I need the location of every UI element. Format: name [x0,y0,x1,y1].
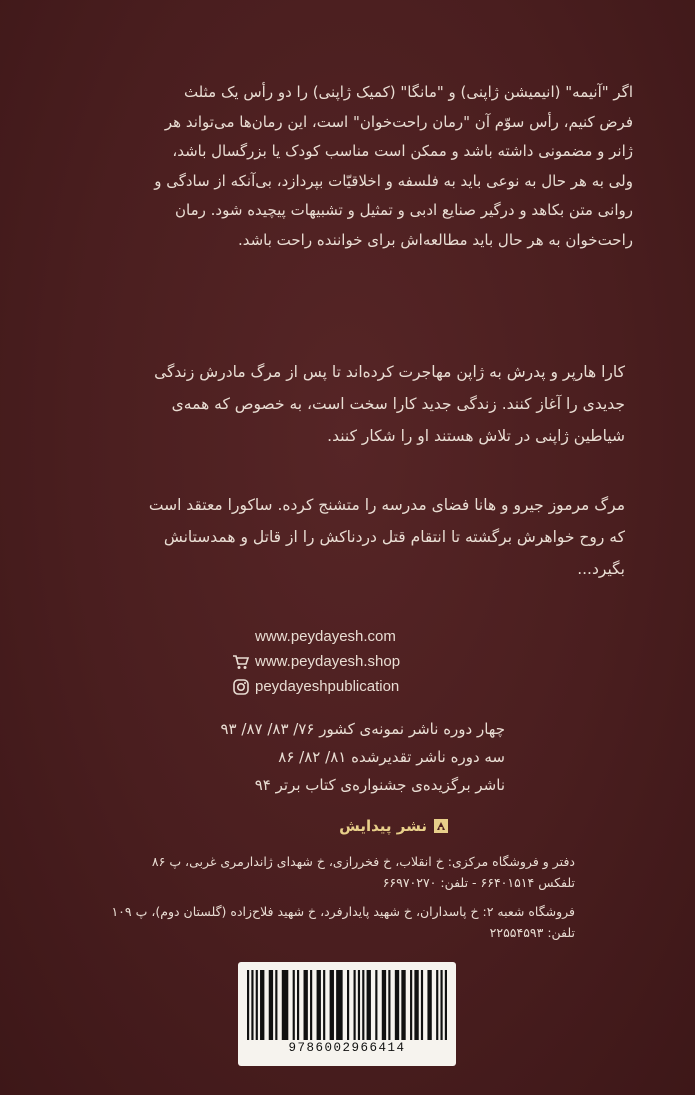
barcode-bar [382,970,386,1040]
barcode-bar [293,970,295,1040]
intro-line: راحت‌خوان به هر حال باید مطالعه‌اش برای خواننده راحت باشد. [237,230,633,249]
barcode-bar [317,970,321,1040]
barcode-bars [244,970,450,1040]
shop-row [232,649,400,674]
barcode-bar [445,970,447,1040]
barcode-bar [304,970,308,1040]
publisher-logo-icon [433,818,449,834]
synopsis-paragraph-1 [110,356,625,452]
intro-line: روانی متن بکاهد و درگیر صنایع ادبی و تمثیل و تشبیهات پیچیده شود. رمان [175,201,633,219]
cart-icon [232,653,250,671]
barcode-bar [275,970,277,1040]
branch-2-phone: تلفن: ۲۲۵۵۴۵۹۳ [489,925,575,940]
barcode-bar [440,970,442,1040]
barcode-bar [362,970,364,1040]
instagram-icon [232,678,250,696]
main-office-phones: تلفکس ۶۶۴۰۱۵۱۴ - تلفن: ۶۶۹۷۰۲۷۰ [382,875,575,890]
intro-line: ژانر و مضمونی داشته باشد و ممکن است مناسب کودک یا بزرگسال باشد، [172,142,633,160]
publisher-name: نشر پیدایش [339,817,427,835]
barcode-bar [395,970,399,1040]
publisher-addresses [111,851,575,943]
main-office-address: دفتر و فروشگاه مرکزی: خ انقلاب، خ فخررازی، خ شهدای ژاندارمری غربی، پ ۸۶ [151,854,575,869]
instagram-handle[interactable]: peydayeshpublication [255,678,400,695]
barcode-bar [354,970,356,1040]
website-link[interactable]: www.peydayesh.com [255,628,396,645]
barcode-bar [436,970,438,1040]
barcode-bar [310,970,312,1040]
barcode-bar [247,970,249,1040]
synopsis-line: مرگ مرموز جیرو و هانا فضای مدرسه را متشنج کرده. ساکورا معتقد است [148,496,625,514]
publisher-brand [339,817,449,835]
award-line: ناشر برگزیده‌ی جشنواره‌ی کتاب برتر ۹۴ [254,776,505,794]
award-line: چهار دوره ناشر نمونه‌ی کشور ۷۶/ ۸۳/ ۸۷/ ۹۳ [220,720,505,738]
website-row [232,624,400,649]
barcode-bar [251,970,253,1040]
barcode-bar [269,970,273,1040]
barcode-bar [260,970,264,1040]
award-line: سه دوره ناشر تقدیرشده ۸۱/ ۸۲/ ۸۶ [278,748,505,766]
barcode-bar [347,970,349,1040]
synopsis-line: شیاطین ژاپنی در تلاش هستند او را شکار کنند. [327,427,625,445]
isbn-digits: 9786002966414 [288,1041,406,1055]
barcode-bar [410,970,412,1040]
publisher-links [232,624,400,699]
barcode-bar [421,970,423,1040]
barcode-bar [297,970,299,1040]
intro-line: فرض کنیم، رأس سوّم آن "رمان راحت‌خوان" است، این رمان‌ها می‌تواند هر [164,112,633,131]
barcode-bar [323,970,325,1040]
synopsis-line: کارا هارپر و پدرش به ژاپن مهاجرت کرده‌اند تا پس از مرگ مادرش زندگی [154,363,625,381]
barcode-bar [336,970,343,1040]
synopsis-line: جدیدی را آغاز کنند. زندگی جدید کارا سخت است، به خصوص که همه‌ی [171,395,625,413]
intro-line: ولی به هر حال به نوعی باید به فلسفه و اخلاقیّات بپردازد، بی‌آنکه از سادگی و [154,171,633,190]
barcode-bar [358,970,360,1040]
instagram-row [232,674,400,699]
shop-link[interactable]: www.peydayesh.shop [255,653,401,670]
synopsis-line: بگیرد... [577,560,625,578]
barcode-bar [427,970,431,1040]
barcode-bar [367,970,371,1040]
intro-line: اگر "آنیمه" (انیمیشن ژاپنی) و "مانگا" (کمیک ژاپنی) را دو رأس یک مثلث [183,83,633,101]
barcode-bar [375,970,377,1040]
isbn-barcode [238,962,456,1066]
publisher-awards [220,715,505,799]
barcode-bar [388,970,390,1040]
barcode-bar [414,970,418,1040]
barcode-bar [330,970,334,1040]
barcode-bar [282,970,289,1040]
intro-paragraph [62,78,633,255]
barcode-bar [401,970,405,1040]
barcode-bar [256,970,258,1040]
synopsis-paragraph-2 [110,489,625,585]
branch-2-address: فروشگاه شعبه ۲: خ پاسداران، خ شهید پایدارفرد، خ شهید فلاح‌زاده (گلستان دوم)، پ ۱۰۹ [111,904,575,919]
synopsis-line: که روح خواهرش برگشته تا انتقام قتل دردناکش را از قاتل و همدستانش [163,528,625,546]
